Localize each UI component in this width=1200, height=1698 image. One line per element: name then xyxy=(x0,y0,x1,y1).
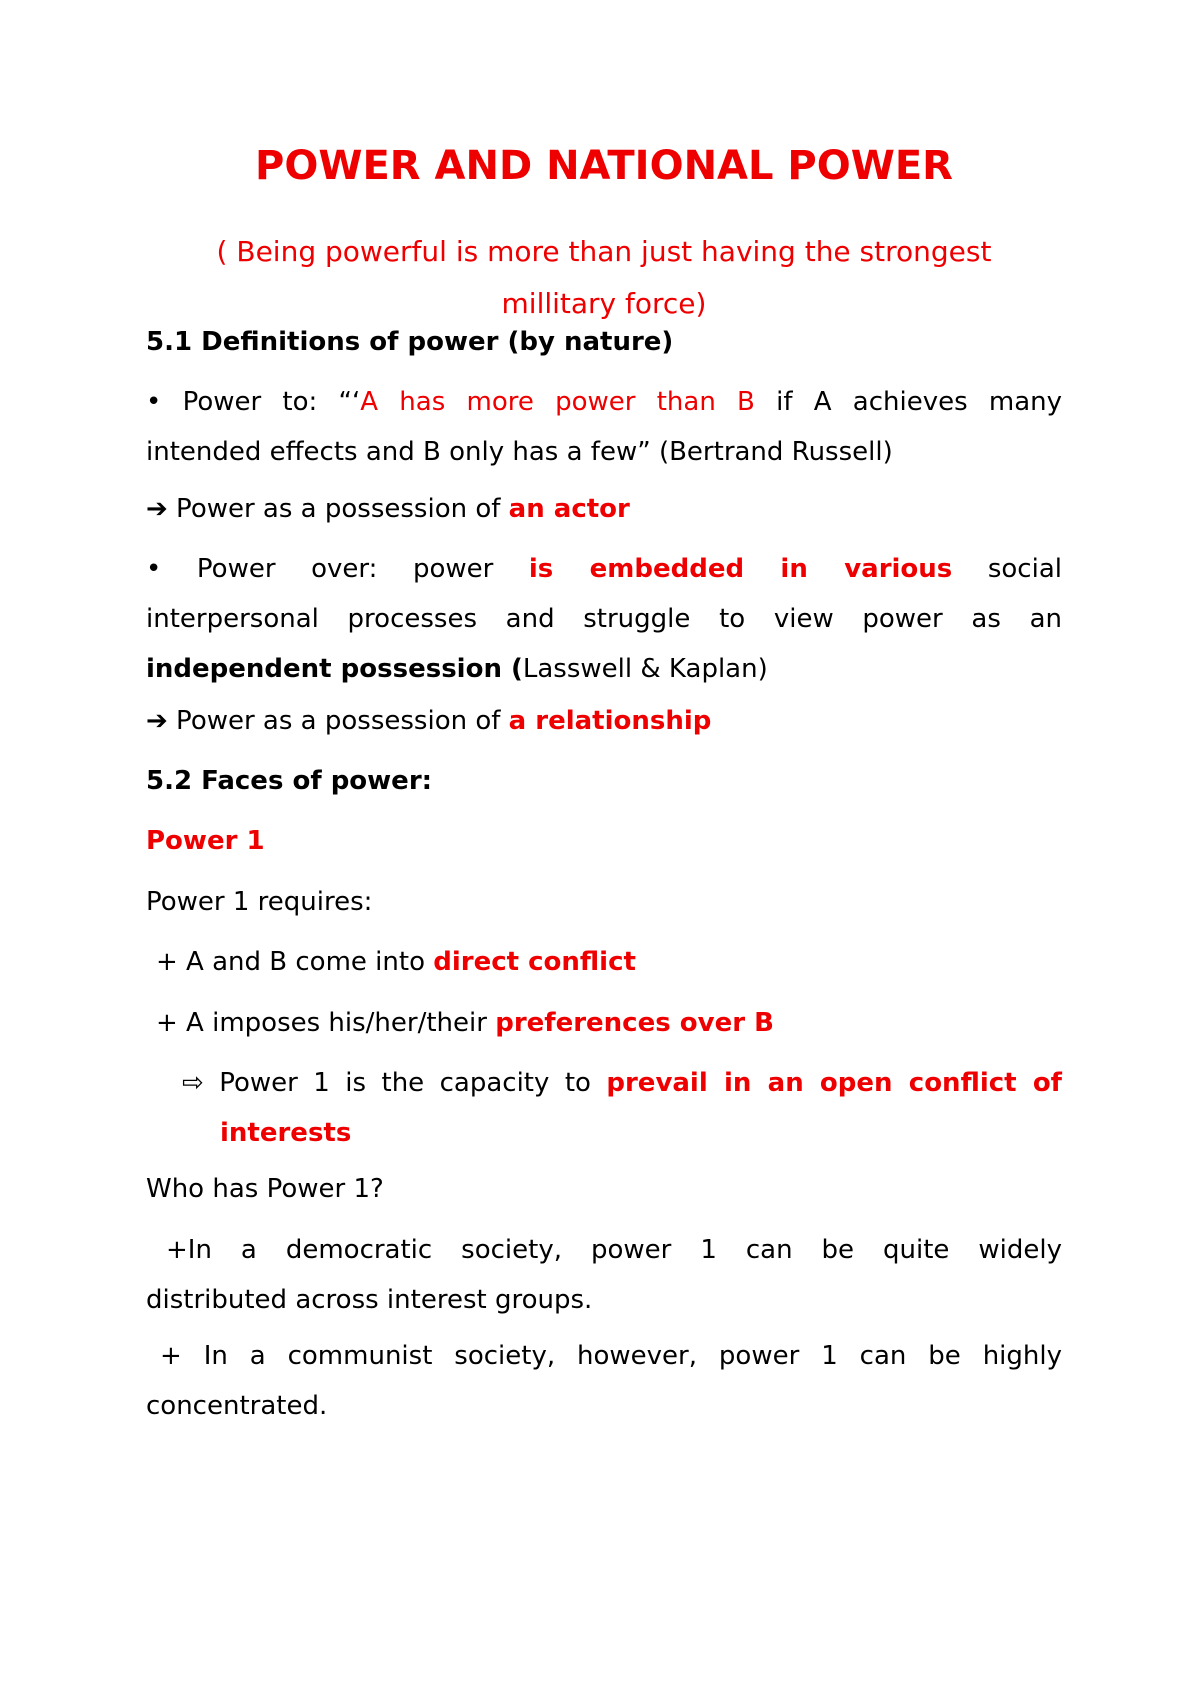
body-text: Power 1 is the capacity to xyxy=(203,1068,607,1098)
body-text: social xyxy=(952,554,1062,584)
bullet-text: • Power over: power xyxy=(146,554,529,584)
power-1-requires: Power 1 requires: xyxy=(146,887,373,917)
body-text: + A imposes his/her/their xyxy=(156,1008,496,1038)
paragraph-democratic-line-2: distributed across interest groups. xyxy=(146,1285,593,1315)
highlight-text: direct conflict xyxy=(433,947,636,977)
body-text: if A achieves many xyxy=(754,387,1062,417)
paragraph-communist xyxy=(146,1331,1062,1431)
subtitle-line-1: ( Being powerful is more than just having the strongest xyxy=(216,235,992,268)
document-title: POWER AND NATIONAL POWER xyxy=(255,143,953,189)
paragraph-communist-line-1: + In a communist society, however, power 1 can be highly xyxy=(160,1341,1062,1371)
bullet-text: • Power to: “‘ xyxy=(146,387,361,417)
who-has-power-1: Who has Power 1? xyxy=(146,1174,384,1204)
paragraph-power-to xyxy=(146,377,1062,477)
requirement-2 xyxy=(146,998,1072,1048)
power-1-conclusion xyxy=(146,1058,1062,1158)
highlight-text: is embedded in various xyxy=(528,554,953,584)
subtitle-line-2: millitary force) xyxy=(501,287,707,320)
body-text: Power as a possession of xyxy=(167,494,509,524)
arrow-line-relationship xyxy=(146,696,1062,746)
paragraph-power-over xyxy=(146,544,1062,694)
paragraph-power-over-line-1 xyxy=(146,544,1062,594)
body-text: + A and B come into xyxy=(156,947,434,977)
paragraph-democratic-line-1: +In a democratic society, power 1 can be quite widely xyxy=(166,1235,1062,1265)
section-heading-5-2: 5.2 Faces of power: xyxy=(146,766,433,796)
highlight-text: a relationship xyxy=(508,706,712,736)
highlight-text: preferences over B xyxy=(495,1008,774,1038)
arrow-line-actor xyxy=(146,484,1062,534)
paragraph-power-over-line-3 xyxy=(146,644,1062,694)
highlight-text: an actor xyxy=(508,494,630,524)
section-heading-5-1: 5.1 Definitions of power (by nature) xyxy=(146,327,674,357)
paragraph-power-to-line-2: intended effects and B only has a few” (Bertrand Russell) xyxy=(146,437,893,467)
bold-text: independent possession ( xyxy=(146,654,523,684)
body-text: Power as a possession of xyxy=(167,706,509,736)
subheading-power-1: Power 1 xyxy=(146,826,265,856)
conclusion-text xyxy=(146,1058,1062,1158)
paragraph-power-over-line-2: interpersonal processes and struggle to view power as an xyxy=(146,604,1062,634)
requirement-1 xyxy=(146,937,1072,987)
arrow-icon: ➔ xyxy=(146,494,168,524)
document-subtitle xyxy=(146,226,1062,330)
highlight-text: prevail in an open conflict of interests xyxy=(220,1068,1062,1148)
paragraph-power-to-line-1 xyxy=(146,377,1062,427)
highlight-text: A has more power than B xyxy=(360,387,755,417)
hollow-arrow-icon: ⇨ xyxy=(182,1068,204,1098)
arrow-icon: ➔ xyxy=(146,706,168,736)
paragraph-democratic xyxy=(146,1225,1062,1325)
body-text: Lasswell & Kaplan) xyxy=(522,654,768,684)
paragraph-communist-line-2: concentrated. xyxy=(146,1391,328,1421)
